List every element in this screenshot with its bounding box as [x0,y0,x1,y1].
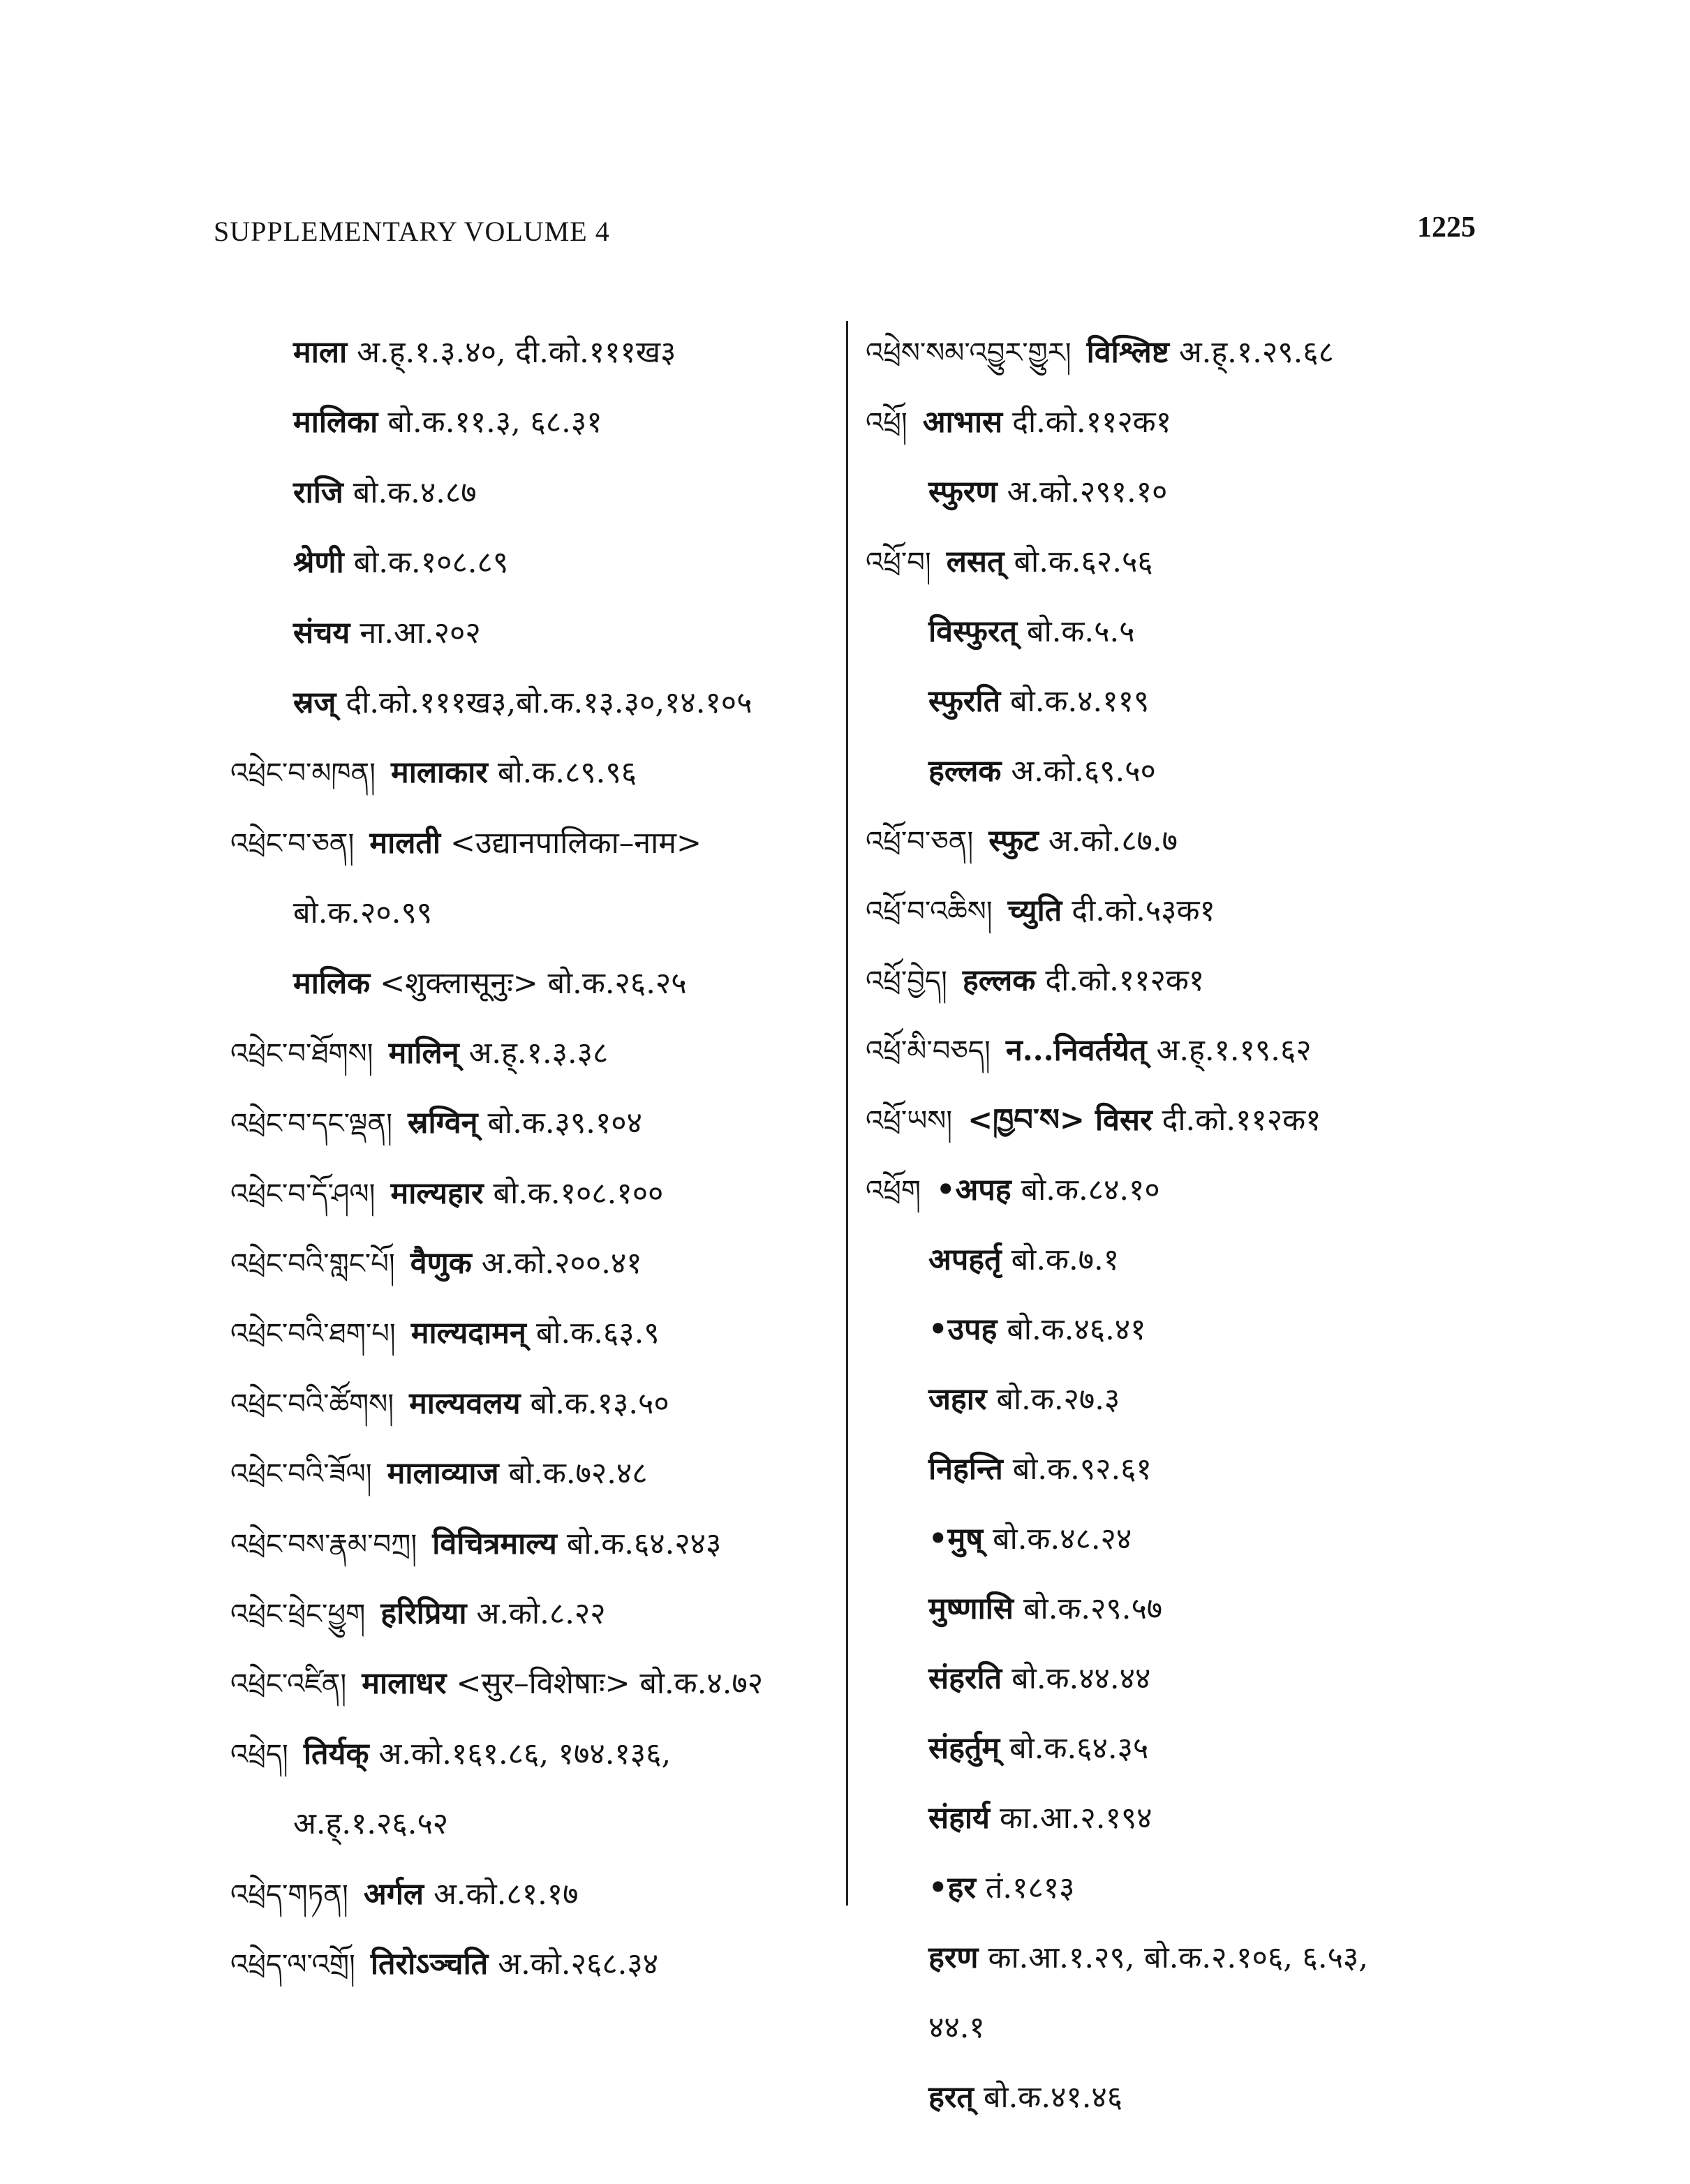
tibetan-headword: འཕྲོ་བ་འཆིས། [866,896,993,928]
tibetan-headword: འཕྲོ་མི་བཅད། [866,1035,991,1067]
source-reference: बो.क.४८.२४ [993,1522,1132,1557]
dictionary-entry-line [866,457,1494,527]
source-reference: बो.क.२९.५७ [1023,1591,1163,1626]
dictionary-entry-line [230,738,838,808]
source-reference: बो.क.८९.९६ [497,755,637,791]
source-reference: बो.क.२०.९९ [293,896,433,931]
tibetan-headword: འཕྲེད་ལ་འགྲོ། [230,1948,355,1981]
sanskrit-equivalent: अर्गल [363,1876,424,1912]
source-reference: अ.ह्.१.१९.६२ [1156,1033,1312,1068]
source-reference: बो.क.४.११९ [1010,684,1150,719]
sanskrit-equivalent: संचय [293,615,350,651]
dictionary-entry-line [230,949,838,1018]
dictionary-entry-line [866,387,1494,457]
dictionary-entry-line [866,1085,1494,1155]
dictionary-entry-line [230,1018,838,1088]
sanskrit-equivalent: न...निवर्तयेत् [1005,1033,1147,1068]
tibetan-headword: འཕྲེད། [230,1738,288,1771]
source-reference: <उद्यानपालिका–नाम> [450,825,702,861]
dictionary-entry-line [866,1225,1494,1295]
sanskrit-equivalent: श्रेणी [293,545,344,581]
source-reference: अ.को.२९१.१० [1007,475,1168,510]
tibetan-headword: འཕྲོག [866,1175,921,1207]
sanskrit-equivalent: हरण [928,1940,979,1975]
tibetan-headword: འཕྲེང་བ་དོ་ཤལ། [230,1178,376,1210]
sanskrit-equivalent: माला [293,335,348,370]
sanskrit-equivalent: मालिन् [388,1035,459,1071]
source-reference: का.आ.२.१९४ [999,1801,1152,1836]
dictionary-entry-line [230,387,838,457]
tibetan-headword: འཕྲེང་ཕྲེང་ཕྱུག [230,1598,366,1631]
source-reference: बो.क.६३.९ [535,1316,660,1351]
source-reference: बो.क.६४.३५ [1009,1731,1149,1766]
tibetan-headword: འཕྲེང་བའི་ཚོགས། [230,1388,394,1420]
source-reference: बो.क.६२.५६ [1014,544,1153,579]
sanskrit-equivalent: विस्फुरत् [928,614,1018,649]
dictionary-entry-line [230,1859,838,1929]
sanskrit-equivalent: मालिका [293,405,378,440]
sanskrit-equivalent: हल्लक [928,754,1002,789]
dictionary-entry-line [230,598,838,668]
sanskrit-equivalent: मुष्णासि [928,1591,1014,1626]
source-reference: अ.को.८.२२ [476,1596,606,1632]
dictionary-entry-line [866,1993,1494,2063]
tibetan-headword: འཕྲེང་བ་དང་ལྡན། [230,1108,392,1141]
sanskrit-equivalent: माल्यवलय [409,1386,521,1421]
sanskrit-equivalent: हरत् [928,2080,974,2115]
source-reference: बो.क.१३.५० [530,1386,669,1421]
dictionary-entry-line [230,458,838,528]
source-reference: बो.क.४.८७ [353,475,477,510]
dictionary-entry-line [230,1088,838,1158]
sanskrit-equivalent: विचित्रमाल्य [432,1526,557,1561]
sanskrit-equivalent: संहार्य [928,1801,990,1836]
sanskrit-equivalent: स्फुरण [928,475,998,510]
tibetan-headword: འཕྲེང་འཛིན། [230,1668,347,1701]
dictionary-entry-line [230,1298,838,1368]
source-reference: ना.आ.२०२ [360,615,481,651]
source-reference: बो.क.४४.४४ [1011,1661,1151,1696]
source-reference: तं.१८१३ [985,1871,1075,1906]
dictionary-entry-line [866,597,1494,667]
sanskrit-equivalent: लसत् [946,544,1005,579]
dictionary-entry-line [230,1929,838,1999]
dictionary-entry-line [230,1789,838,1859]
sanskrit-equivalent: मालिक [293,965,371,1001]
tibetan-headword: འཕྲེང་བའི་གླང་པོ། [230,1248,395,1281]
sanskrit-equivalent: तिर्यक् [303,1736,369,1771]
dictionary-entry-line [866,1434,1494,1504]
dictionary-entry-line [866,946,1494,1016]
tibetan-headword: འཕྲེད་གཏན། [230,1878,348,1911]
sanskrit-equivalent: स्फुट [988,824,1039,859]
source-reference: बो.क.११.३, ६८.३१ [387,405,602,440]
dictionary-entry-line [230,668,838,738]
source-reference: अ.ह्.१.२९.६८ [1178,335,1334,370]
source-reference: अ.को.८७.७ [1048,824,1178,859]
tibetan-headword: འཕྲེང་བ་ཅན། [230,827,355,860]
dictionary-entry-line [866,1714,1494,1783]
sanskrit-equivalent: •मुष् [928,1522,984,1557]
dictionary-entry-line [230,878,838,948]
sanskrit-equivalent: आभास [922,405,1003,440]
dictionary-entry-line [230,318,838,387]
source-reference: अ.ह्.१.३.३८ [468,1035,609,1071]
tibetan-headword: འཕྲེས་སམ་འབྱུར་གྱུར། [866,337,1072,369]
source-reference: बो.क.४१.४६ [983,2080,1123,2115]
source-reference: दी.को.११२क१ [1162,1103,1321,1138]
source-reference: बो.क.७.१ [1011,1242,1120,1277]
sanskrit-equivalent: मालाव्याज [387,1456,499,1492]
tibetan-headword: འཕྲོ་བ་ཅན། [866,826,974,858]
sanskrit-equivalent: संहरति [928,1661,1002,1696]
tibetan-headword: འཕྲོ། [866,407,907,439]
sanskrit-equivalent: निहन्ति [928,1452,1003,1487]
sanskrit-equivalent: मालाकार [391,755,488,791]
source-reference: बो.क.५.५ [1027,614,1135,649]
source-reference: बो.क.३९.१०४ [487,1106,643,1141]
dictionary-entry-line [866,318,1494,387]
dictionary-entry-line [866,1295,1494,1365]
dictionary-entry-line [230,1159,838,1228]
sanskrit-equivalent: विश्लिष्ट [1086,335,1169,370]
source-reference: दी.को.५३क१ [1072,893,1215,928]
tibetan-headword: འཕྲོ་བ། [866,547,931,579]
dictionary-entry-line [866,1574,1494,1644]
sanskrit-equivalent: माल्यदामन् [410,1316,526,1351]
dictionary-entry-line [866,876,1494,946]
sanskrit-equivalent: <ཁྱབ་ས> विसर [968,1103,1152,1138]
sanskrit-equivalent: •उपह [928,1312,998,1347]
source-reference: दी.को.१११ख३,बो.क.१३.३०,१४.१०५ [346,685,753,720]
tibetan-headword: འཕྲེང་བ་མཁན། [230,757,376,790]
dictionary-entry-line [230,528,838,597]
source-reference: <शुक्लासूनुः> बो.क.२६.२५ [380,965,687,1001]
dictionary-entry-line [866,1365,1494,1434]
sanskrit-equivalent: स्रग्विन् [408,1106,478,1141]
source-reference: बो.क.४६.४१ [1007,1312,1146,1347]
dictionary-entry-line [230,1649,838,1718]
source-reference: <सुर–विशेषाः> बो.क.४.७२ [456,1666,764,1702]
source-reference: बो.क.१०८.८९ [353,545,509,581]
dictionary-entry-line [866,736,1494,806]
tibetan-headword: འཕྲེང་བའི་ཟོལ། [230,1458,372,1491]
source-reference: अ.को.१६१.८६, १७४.१३६, [378,1736,672,1771]
running-header-title: SUPPLEMENTARY VOLUME 4 [214,216,610,247]
source-reference: अ.ह्.१.२६.५२ [293,1806,449,1842]
sanskrit-equivalent: •अपह [936,1173,1011,1208]
sanskrit-equivalent: माल्यहार [390,1175,484,1211]
dictionary-entry-line [866,806,1494,876]
dictionary-entry-line [866,1504,1494,1574]
source-reference: बो.क.९२.६१ [1012,1452,1152,1487]
tibetan-headword: འཕྲོ་ཡས། [866,1105,953,1137]
tibetan-headword: འཕྲེང་བའི་ཐག་པ། [230,1318,396,1351]
source-reference: का.आ.१.२९, बो.क.२.१०६, ६.५३, [988,1940,1368,1975]
source-reference: अ.को.२००.४१ [481,1246,642,1282]
source-reference: दी.को.११२क१ [1012,405,1172,440]
dictionary-entry-line [230,1439,838,1508]
sanskrit-equivalent: संहर्तुम् [928,1731,1000,1766]
dictionary-entry-line [230,1719,838,1789]
sanskrit-equivalent: मालाधर [362,1666,447,1702]
sanskrit-equivalent: जहार [928,1382,987,1417]
sanskrit-equivalent: अपहर्तृ [928,1242,1002,1277]
dictionary-entry-line [866,2063,1494,2132]
source-reference: अ.ह्.१.३.४०, दी.को.१११ख३ [357,335,676,370]
sanskrit-equivalent: हल्लक [962,963,1036,998]
source-reference: अ.को.८१.१७ [433,1876,579,1912]
source-reference: बो.क.६४.२४३ [566,1526,722,1561]
right-column [866,318,1494,2132]
dictionary-entry-line [866,1016,1494,1085]
left-column [230,318,838,1999]
sanskrit-equivalent: राजि [293,475,343,510]
dictionary-entry-line [866,1923,1494,1993]
dictionary-entry-line [866,527,1494,597]
source-reference: बो.क.२७.३ [996,1382,1120,1417]
dictionary-entry-line [866,1853,1494,1923]
dictionary-entry-line [230,1579,838,1649]
dictionary-entry-line [230,1228,838,1298]
page-number: 1225 [1417,211,1476,244]
sanskrit-equivalent: स्रज् [293,685,336,720]
dictionary-entry-line [230,1369,838,1439]
source-reference: दी.को.११२क१ [1045,963,1205,998]
sanskrit-equivalent: •हर [928,1871,976,1906]
sanskrit-equivalent: वैणुक [410,1246,472,1282]
source-reference: ४४.१ [928,2010,985,2045]
dictionary-entry-line [230,808,838,878]
dictionary-entry-line [866,1155,1494,1225]
sanskrit-equivalent: स्फुरति [928,684,1001,719]
sanskrit-equivalent: हरिप्रिया [380,1596,467,1632]
sanskrit-equivalent: च्युति [1007,893,1062,928]
sanskrit-equivalent: मालती [369,825,441,861]
tibetan-headword: འཕྲེང་བས་རྣམ་བཀྲ། [230,1528,417,1561]
dictionary-entry-line [230,1509,838,1579]
dictionary-entry-line [866,1644,1494,1714]
tibetan-headword: འཕྲེང་བ་ཐོགས། [230,1037,373,1070]
dictionary-entry-line [866,1783,1494,1853]
sanskrit-equivalent: तिरोऽञ्चति [370,1946,489,1982]
source-reference: बो.क.१०८.१०० [493,1175,664,1211]
tibetan-headword: འཕྲོ་བྱེད། [866,965,947,997]
column-divider [846,321,848,1906]
source-reference: बो.क.८४.१० [1021,1173,1160,1208]
source-reference: अ.को.२६८.३४ [498,1946,659,1982]
source-reference: अ.को.६९.५० [1011,754,1156,789]
dictionary-entry-line [866,667,1494,736]
source-reference: बो.क.७२.४८ [508,1456,648,1492]
